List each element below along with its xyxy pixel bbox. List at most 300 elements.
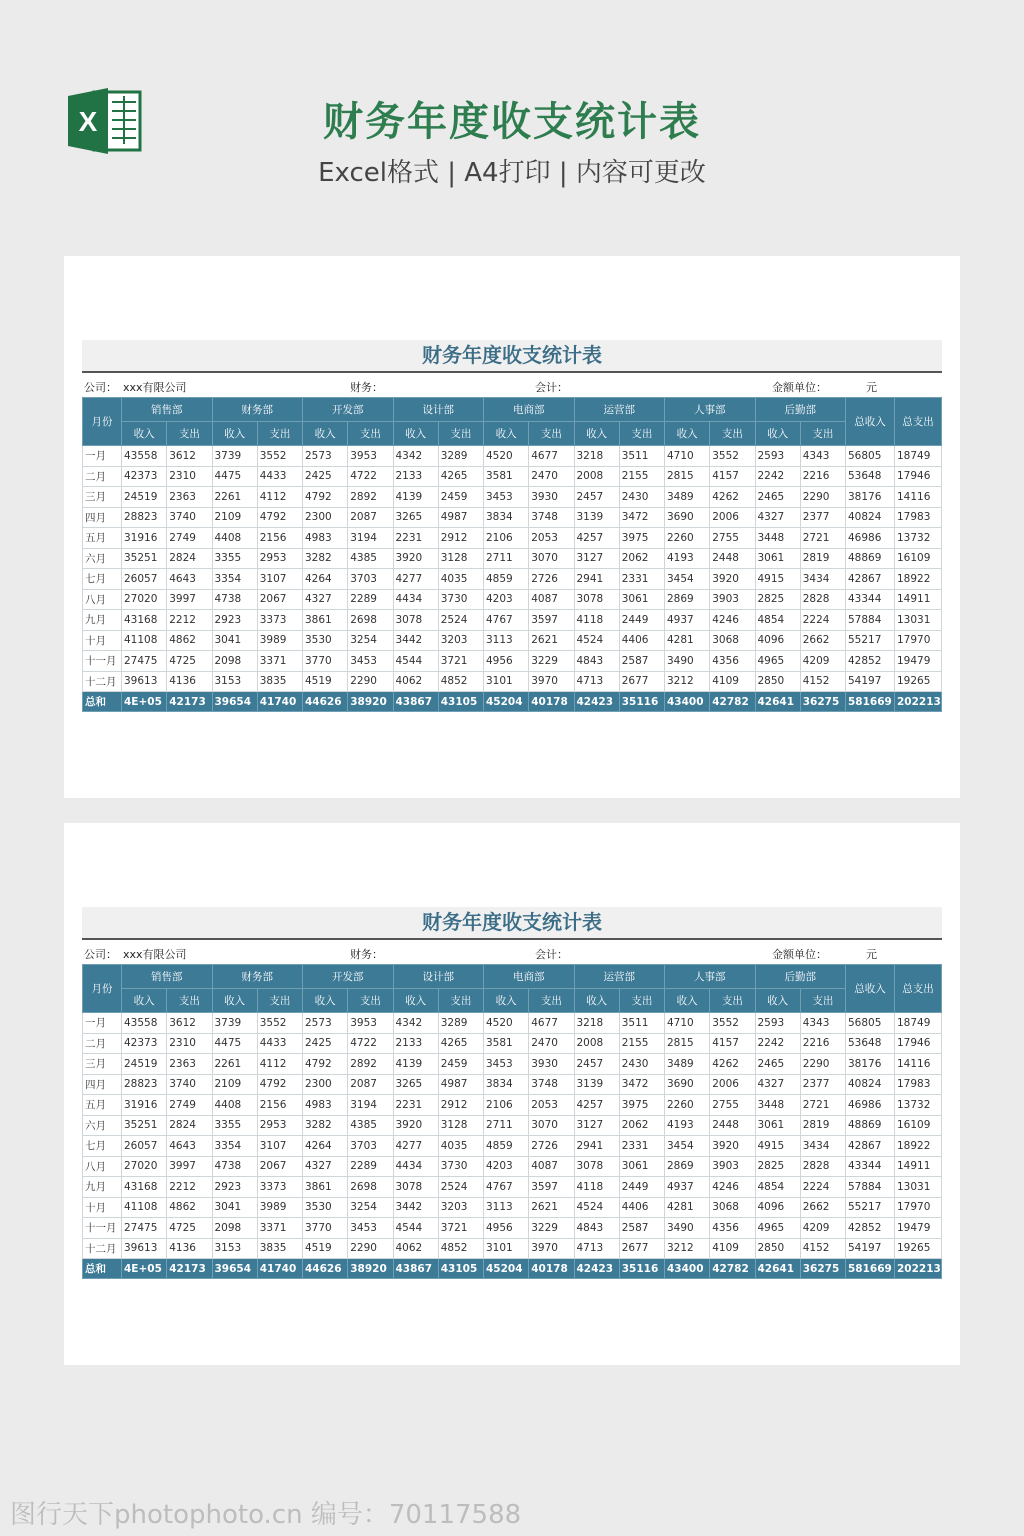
value-cell: 3739: [212, 1013, 257, 1034]
month-cell: 九月: [83, 1177, 122, 1198]
value-cell: 4257: [574, 1095, 619, 1116]
value-cell: 2941: [574, 569, 619, 590]
value-cell: 3953: [348, 446, 393, 467]
value-cell: 16109: [895, 1115, 942, 1136]
value-cell: 41108: [122, 630, 167, 651]
value-cell: 3552: [257, 446, 302, 467]
value-cell: 2459: [438, 487, 483, 508]
expense-header: 支出: [529, 989, 574, 1013]
value-cell: 2109: [212, 1074, 257, 1095]
department-header: 电商部: [484, 965, 575, 989]
table-row: [83, 1095, 942, 1116]
value-cell: 4965: [755, 651, 800, 672]
value-cell: 4257: [574, 528, 619, 549]
value-cell: 4713: [574, 671, 619, 692]
value-cell: 53648: [846, 466, 895, 487]
value-cell: 3489: [665, 1054, 710, 1075]
value-cell: 27020: [122, 589, 167, 610]
value-cell: 48869: [846, 1115, 895, 1136]
total-cell: 35116: [619, 1259, 664, 1279]
expense-header: 支出: [348, 989, 393, 1013]
value-cell: 2331: [619, 1136, 664, 1157]
total-cell: 36275: [800, 692, 845, 712]
value-cell: 4738: [212, 589, 257, 610]
value-cell: 14116: [895, 487, 942, 508]
value-cell: 40824: [846, 1074, 895, 1095]
sheet-info-row: [82, 940, 942, 964]
value-cell: 4643: [167, 569, 212, 590]
value-cell: 3920: [393, 548, 438, 569]
value-cell: 4859: [484, 1136, 529, 1157]
value-cell: 4109: [710, 1238, 755, 1259]
sheet-title: 财务年度收支统计表: [82, 907, 942, 940]
value-cell: 3442: [393, 1197, 438, 1218]
value-cell: 3721: [438, 1218, 483, 1239]
page-title: 财务年度收支统计表: [323, 99, 701, 145]
total-cell: 41740: [257, 692, 302, 712]
value-cell: 2156: [257, 528, 302, 549]
income-header: 收入: [755, 422, 800, 446]
company-label: 公司：: [84, 381, 117, 394]
value-cell: 56805: [846, 1013, 895, 1034]
value-cell: 3289: [438, 1013, 483, 1034]
value-cell: 2953: [257, 548, 302, 569]
value-cell: 3690: [665, 507, 710, 528]
value-cell: 2815: [665, 1033, 710, 1054]
totals-label: 总和: [83, 692, 122, 712]
value-cell: 3070: [529, 1115, 574, 1136]
value-cell: 4983: [303, 1095, 348, 1116]
value-cell: 48869: [846, 548, 895, 569]
total-cell: 43400: [665, 1259, 710, 1279]
value-cell: 4854: [755, 610, 800, 631]
value-cell: 2449: [619, 1177, 664, 1198]
value-cell: 4356: [710, 651, 755, 672]
value-cell: 2573: [303, 446, 348, 467]
income-header: 收入: [484, 989, 529, 1013]
value-cell: 27475: [122, 1218, 167, 1239]
value-cell: 3861: [303, 610, 348, 631]
total-cell: 38920: [348, 692, 393, 712]
value-cell: 4087: [529, 589, 574, 610]
table-row: [83, 466, 942, 487]
total-cell: 42782: [710, 1259, 755, 1279]
value-cell: 3472: [619, 507, 664, 528]
value-cell: 2062: [619, 548, 664, 569]
value-cell: 2621: [529, 1197, 574, 1218]
total-cell: 39654: [212, 1259, 257, 1279]
value-cell: 3371: [257, 651, 302, 672]
month-header: 月份: [83, 398, 122, 446]
spreadsheet: [82, 340, 942, 712]
value-cell: 3835: [257, 1238, 302, 1259]
value-cell: 4406: [619, 1197, 664, 1218]
value-cell: 3434: [800, 569, 845, 590]
value-cell: 3975: [619, 528, 664, 549]
value-cell: 2310: [167, 466, 212, 487]
value-cell: 3989: [257, 630, 302, 651]
income-header: 收入: [755, 989, 800, 1013]
income-header: 收入: [574, 422, 619, 446]
value-cell: 3061: [755, 1115, 800, 1136]
value-cell: 2430: [619, 487, 664, 508]
expense-header: 支出: [619, 422, 664, 446]
value-cell: 2593: [755, 446, 800, 467]
total-cell: 40178: [529, 692, 574, 712]
value-cell: 3068: [710, 630, 755, 651]
department-header: 后勤部: [755, 965, 846, 989]
total-expense-header: 总支出: [895, 398, 942, 446]
value-cell: 42867: [846, 569, 895, 590]
value-cell: 2106: [484, 1095, 529, 1116]
value-cell: 4343: [800, 446, 845, 467]
value-cell: 3282: [303, 548, 348, 569]
value-cell: 2726: [529, 1136, 574, 1157]
value-cell: 4327: [303, 1156, 348, 1177]
value-cell: 4109: [710, 671, 755, 692]
value-cell: 4767: [484, 1177, 529, 1198]
table-row: [83, 651, 942, 672]
month-header: 月份: [83, 965, 122, 1013]
value-cell: 26057: [122, 569, 167, 590]
value-cell: 2290: [800, 1054, 845, 1075]
value-cell: 2006: [710, 1074, 755, 1095]
month-cell: 二月: [83, 466, 122, 487]
value-cell: 4264: [303, 1136, 348, 1157]
value-cell: 4520: [484, 446, 529, 467]
value-cell: 2677: [619, 671, 664, 692]
income-header: 收入: [212, 989, 257, 1013]
value-cell: 39613: [122, 1238, 167, 1259]
value-cell: 4096: [755, 630, 800, 651]
value-cell: 3453: [484, 487, 529, 508]
value-cell: 3730: [438, 589, 483, 610]
value-cell: 3920: [710, 1136, 755, 1157]
department-header: 人事部: [665, 965, 756, 989]
unit-value: 元: [866, 381, 877, 394]
value-cell: 19265: [895, 671, 942, 692]
value-cell: 4524: [574, 630, 619, 651]
month-cell: 十一月: [83, 1218, 122, 1239]
value-cell: 18922: [895, 1136, 942, 1157]
company-label: 公司：: [84, 948, 117, 961]
table-row: [83, 548, 942, 569]
value-cell: 4408: [212, 1095, 257, 1116]
value-cell: 2231: [393, 528, 438, 549]
value-cell: 2087: [348, 1074, 393, 1095]
value-cell: 27020: [122, 1156, 167, 1177]
value-cell: 4710: [665, 446, 710, 467]
month-cell: 八月: [83, 589, 122, 610]
value-cell: 3770: [303, 1218, 348, 1239]
sheet-info-row: [82, 373, 942, 397]
month-cell: 三月: [83, 487, 122, 508]
table-row: [83, 487, 942, 508]
expense-header: 支出: [257, 989, 302, 1013]
value-cell: 2260: [665, 1095, 710, 1116]
value-cell: 13732: [895, 528, 942, 549]
value-cell: 2465: [755, 487, 800, 508]
value-cell: 4987: [438, 507, 483, 528]
income-header: 收入: [574, 989, 619, 1013]
value-cell: 3489: [665, 487, 710, 508]
value-cell: 3078: [393, 610, 438, 631]
table-row: [83, 1074, 942, 1095]
value-cell: 2106: [484, 528, 529, 549]
value-cell: 17946: [895, 466, 942, 487]
value-cell: 42852: [846, 1218, 895, 1239]
month-cell: 十月: [83, 1197, 122, 1218]
value-cell: 3740: [167, 507, 212, 528]
value-cell: 4852: [438, 671, 483, 692]
value-cell: 3835: [257, 671, 302, 692]
totals-row: [83, 1259, 942, 1279]
value-cell: 4062: [393, 1238, 438, 1259]
value-cell: 2156: [257, 1095, 302, 1116]
value-cell: 3203: [438, 630, 483, 651]
value-cell: 3454: [665, 1136, 710, 1157]
value-cell: 2363: [167, 1054, 212, 1075]
value-cell: 2465: [755, 1054, 800, 1075]
value-cell: 19479: [895, 651, 942, 672]
income-header: 收入: [665, 989, 710, 1013]
value-cell: 2825: [755, 1156, 800, 1177]
table-row: [83, 671, 942, 692]
value-cell: 4519: [303, 1238, 348, 1259]
value-cell: 4983: [303, 528, 348, 549]
value-cell: 3194: [348, 528, 393, 549]
value-cell: 28823: [122, 507, 167, 528]
value-cell: 3739: [212, 446, 257, 467]
department-header: 人事部: [665, 398, 756, 422]
value-cell: 24519: [122, 487, 167, 508]
value-cell: 3153: [212, 1238, 257, 1259]
value-cell: 2593: [755, 1013, 800, 1034]
value-cell: 4725: [167, 1218, 212, 1239]
unit-label: 金额单位：: [772, 381, 827, 394]
total-cell: 45204: [484, 692, 529, 712]
value-cell: 4965: [755, 1218, 800, 1239]
value-cell: 3289: [438, 446, 483, 467]
value-cell: 31916: [122, 1095, 167, 1116]
value-cell: 3703: [348, 569, 393, 590]
table-row: [83, 446, 942, 467]
total-cell: 43105: [438, 692, 483, 712]
value-cell: 3930: [529, 1054, 574, 1075]
value-cell: 3530: [303, 1197, 348, 1218]
value-cell: 2850: [755, 1238, 800, 1259]
value-cell: 2231: [393, 1095, 438, 1116]
value-cell: 2923: [212, 610, 257, 631]
value-cell: 3997: [167, 589, 212, 610]
value-cell: 3730: [438, 1156, 483, 1177]
finance-label: 财务：: [350, 381, 383, 394]
value-cell: 2425: [303, 1033, 348, 1054]
watermark: 图行天下photophoto.cn 编号：70117588: [10, 1500, 522, 1530]
value-cell: 3442: [393, 630, 438, 651]
value-cell: 4139: [393, 1054, 438, 1075]
value-cell: 2953: [257, 1115, 302, 1136]
value-cell: 4408: [212, 528, 257, 549]
value-cell: 3194: [348, 1095, 393, 1116]
value-cell: 3218: [574, 446, 619, 467]
value-cell: 55217: [846, 1197, 895, 1218]
department-header: 设计部: [393, 965, 484, 989]
value-cell: 2828: [800, 1156, 845, 1177]
value-cell: 4193: [665, 1115, 710, 1136]
value-cell: 3153: [212, 671, 257, 692]
value-cell: 4852: [438, 1238, 483, 1259]
value-cell: 4792: [257, 507, 302, 528]
value-cell: 13732: [895, 1095, 942, 1116]
value-cell: 3989: [257, 1197, 302, 1218]
value-cell: 4956: [484, 651, 529, 672]
value-cell: 4327: [755, 507, 800, 528]
value-cell: 43168: [122, 610, 167, 631]
value-cell: 4433: [257, 466, 302, 487]
month-cell: 七月: [83, 1136, 122, 1157]
income-header: 收入: [122, 422, 167, 446]
total-income-header: 总收入: [846, 965, 895, 1013]
value-cell: 4722: [348, 466, 393, 487]
value-cell: 2912: [438, 528, 483, 549]
value-cell: 4203: [484, 589, 529, 610]
value-cell: 2155: [619, 1033, 664, 1054]
total-cell: 44626: [303, 692, 348, 712]
value-cell: 4209: [800, 1218, 845, 1239]
value-cell: 3101: [484, 1238, 529, 1259]
value-cell: 3061: [755, 548, 800, 569]
value-cell: 2216: [800, 466, 845, 487]
value-cell: 2621: [529, 630, 574, 651]
value-cell: 3721: [438, 651, 483, 672]
value-cell: 2824: [167, 1115, 212, 1136]
total-cell: 39654: [212, 692, 257, 712]
value-cell: 2698: [348, 610, 393, 631]
value-cell: 2290: [348, 671, 393, 692]
value-cell: 3212: [665, 1238, 710, 1259]
value-cell: 4203: [484, 1156, 529, 1177]
month-cell: 二月: [83, 1033, 122, 1054]
value-cell: 3070: [529, 548, 574, 569]
value-cell: 43558: [122, 446, 167, 467]
month-cell: 十一月: [83, 651, 122, 672]
income-header: 收入: [665, 422, 710, 446]
value-cell: 2224: [800, 1177, 845, 1198]
value-cell: 18749: [895, 1013, 942, 1034]
value-cell: 2212: [167, 610, 212, 631]
value-cell: 3107: [257, 1136, 302, 1157]
value-cell: 3113: [484, 630, 529, 651]
value-cell: 4843: [574, 1218, 619, 1239]
month-cell: 三月: [83, 1054, 122, 1075]
value-cell: 3530: [303, 630, 348, 651]
value-cell: 4520: [484, 1013, 529, 1034]
value-cell: 4956: [484, 1218, 529, 1239]
value-cell: 3078: [393, 1177, 438, 1198]
month-cell: 十二月: [83, 671, 122, 692]
value-cell: 3041: [212, 1197, 257, 1218]
value-cell: 3953: [348, 1013, 393, 1034]
value-cell: 4406: [619, 630, 664, 651]
value-cell: 16109: [895, 548, 942, 569]
value-cell: 4035: [438, 569, 483, 590]
table-row: [83, 589, 942, 610]
value-cell: 2155: [619, 466, 664, 487]
value-cell: 2459: [438, 1054, 483, 1075]
table-row: [83, 1054, 942, 1075]
table-row: [83, 1197, 942, 1218]
value-cell: 2815: [665, 466, 710, 487]
value-cell: 3373: [257, 610, 302, 631]
value-cell: 2721: [800, 1095, 845, 1116]
value-cell: 3597: [529, 610, 574, 631]
value-cell: 4937: [665, 1177, 710, 1198]
expense-header: 支出: [438, 989, 483, 1013]
value-cell: 2524: [438, 1177, 483, 1198]
month-cell: 十月: [83, 630, 122, 651]
value-cell: 56805: [846, 446, 895, 467]
value-cell: 4342: [393, 1013, 438, 1034]
value-cell: 3748: [529, 1074, 574, 1095]
department-header: 设计部: [393, 398, 484, 422]
total-cell: 42641: [755, 1259, 800, 1279]
value-cell: 4136: [167, 671, 212, 692]
value-cell: 3748: [529, 507, 574, 528]
total-cell: 36275: [800, 1259, 845, 1279]
value-cell: 4096: [755, 1197, 800, 1218]
value-cell: 2216: [800, 1033, 845, 1054]
value-cell: 2749: [167, 1095, 212, 1116]
sheet-preview-1: [64, 256, 960, 798]
value-cell: 54197: [846, 671, 895, 692]
total-expense-header: 总支出: [895, 965, 942, 1013]
value-cell: 2457: [574, 487, 619, 508]
value-cell: 35251: [122, 1115, 167, 1136]
value-cell: 3770: [303, 651, 348, 672]
value-cell: 3212: [665, 671, 710, 692]
unit-label: 金额单位：: [772, 948, 827, 961]
value-cell: 2587: [619, 1218, 664, 1239]
value-cell: 4327: [303, 589, 348, 610]
value-cell: 3354: [212, 1136, 257, 1157]
value-cell: 4987: [438, 1074, 483, 1095]
value-cell: 4862: [167, 1197, 212, 1218]
value-cell: 3448: [755, 1095, 800, 1116]
value-cell: 2923: [212, 1177, 257, 1198]
value-cell: 4433: [257, 1033, 302, 1054]
department-header: 财务部: [212, 965, 303, 989]
total-cell: 41740: [257, 1259, 302, 1279]
value-cell: 3101: [484, 671, 529, 692]
value-cell: 3254: [348, 1197, 393, 1218]
value-cell: 4738: [212, 1156, 257, 1177]
company-value: xxx有限公司: [123, 948, 187, 961]
value-cell: 4246: [710, 610, 755, 631]
value-cell: 2726: [529, 569, 574, 590]
value-cell: 2133: [393, 466, 438, 487]
value-cell: 2755: [710, 528, 755, 549]
value-cell: 46986: [846, 528, 895, 549]
value-cell: 4264: [303, 569, 348, 590]
value-cell: 2377: [800, 1074, 845, 1095]
value-cell: 38176: [846, 1054, 895, 1075]
value-cell: 4915: [755, 1136, 800, 1157]
total-cell: 38920: [348, 1259, 393, 1279]
value-cell: 4327: [755, 1074, 800, 1095]
value-cell: 3552: [710, 446, 755, 467]
value-cell: 4854: [755, 1177, 800, 1198]
